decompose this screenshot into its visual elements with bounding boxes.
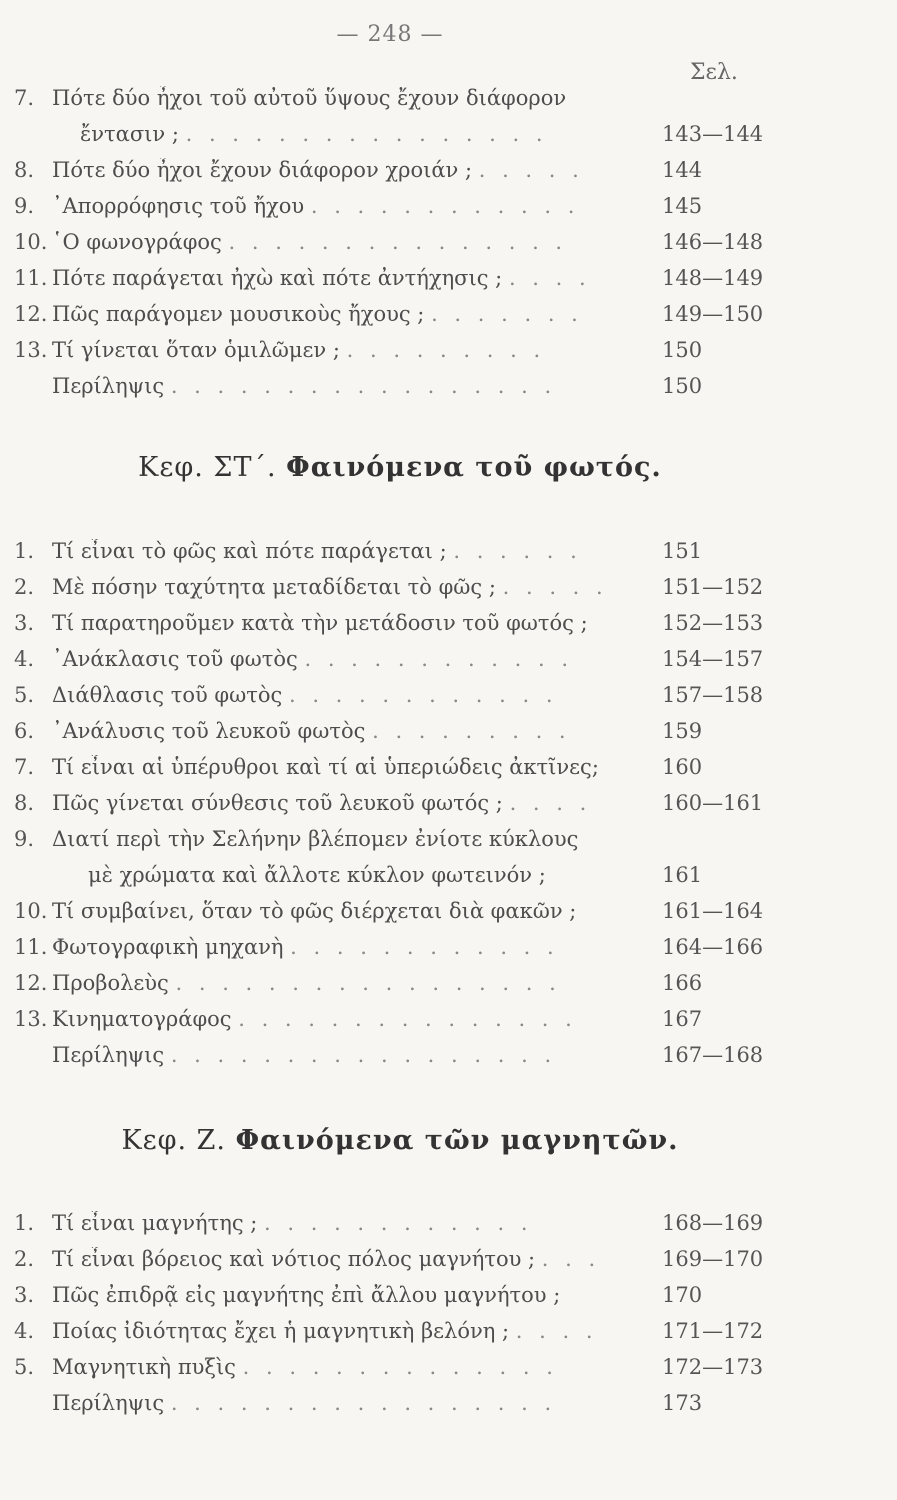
toc-entry	[0, 755, 897, 791]
toc-entry-page: 173	[662, 1391, 703, 1415]
page-number: — 248 —	[336, 22, 444, 47]
toc-entry	[0, 935, 897, 971]
toc-entry-page: 159	[662, 719, 703, 743]
toc-entry-number: 7.	[14, 755, 35, 779]
toc-entry-title	[52, 302, 632, 326]
toc-leader-dots: . . . . . . . . .	[372, 719, 571, 743]
toc-leader-dots: . . . .	[515, 1319, 598, 1343]
toc-entry-page: 171—172	[662, 1319, 764, 1343]
toc-entry-text: ᾿Απορρόφησις τοῦ ἤχου	[52, 194, 305, 218]
toc-entry-number: 12.	[14, 302, 48, 326]
toc-entry	[0, 647, 897, 683]
toc-entry-title	[52, 230, 632, 254]
toc-leader-dots: . . . . . . . . . . . . . . .	[228, 230, 568, 254]
toc-entry-text: Τί παρατηροῦμεν κατὰ τὴν μετάδοσιν τοῦ φωτός ;	[52, 611, 588, 635]
toc-entry	[0, 1007, 897, 1043]
toc-entry-page: 154—157	[662, 647, 764, 671]
toc-entry	[0, 683, 897, 719]
toc-entry-page: 157—158	[662, 683, 764, 707]
toc-entry-number: 3.	[14, 1283, 35, 1307]
toc-entry-title	[52, 683, 632, 707]
toc-entry-number: 11.	[14, 266, 48, 290]
toc-entry	[0, 863, 897, 899]
toc-entry-text: Προβολεὺς	[52, 971, 169, 995]
toc-entry-title	[52, 1007, 632, 1031]
toc-entry-page: 172—173	[662, 1355, 764, 1379]
toc-entry-number: 1.	[14, 1211, 35, 1235]
toc-leader-dots: . . . . . . . . .	[346, 338, 546, 362]
toc-entry-title	[52, 899, 632, 923]
toc-entry-text: Πότε δύο ἦχοι τοῦ αὐτοῦ ὕψους ἔχουν διάφορον	[52, 86, 567, 110]
toc-entry-number: 1.	[14, 539, 35, 563]
toc-entry-text: ῾Ο φωνογράφος	[52, 230, 222, 254]
toc-entry	[0, 1355, 897, 1391]
toc-entry-text: Πῶς παράγομεν μουσικοὺς ἤχους ;	[52, 302, 425, 326]
toc-entry-title	[52, 647, 632, 671]
toc-entry-page: 169—170	[662, 1247, 764, 1271]
toc-leader-dots: . . . . . . . . . . . .	[290, 935, 559, 959]
toc-entry	[0, 1283, 897, 1319]
toc-entry-page: 149—150	[662, 302, 764, 326]
toc-entry-text: Ποίας ἰδιότητας ἔχει ἡ μαγνητικὴ βελόνη ;	[52, 1319, 510, 1343]
toc-entry-page: 166	[662, 971, 703, 995]
toc-entry-number: 4.	[14, 1319, 35, 1343]
toc-entry-title	[52, 194, 632, 218]
toc-entry-title	[52, 1355, 632, 1379]
toc-entry-number: 3.	[14, 611, 35, 635]
toc-leader-dots: . . . . . . . . . . . . . . . . .	[170, 1043, 557, 1067]
toc-entry-title	[52, 575, 632, 599]
toc-leader-dots: . . . . . . . . . . . . . . . . .	[170, 374, 557, 398]
toc-entry	[0, 266, 897, 302]
toc-leader-dots: . . . . . . . . . . . .	[288, 683, 558, 707]
toc-entry-number: 8.	[14, 791, 35, 815]
toc-entry-page: 152—153	[662, 611, 764, 635]
toc-entry-title	[52, 266, 632, 290]
toc-entry-text: Τί συμβαίνει, ὅταν τὸ φῶς διέρχεται διὰ φακῶν ;	[52, 899, 577, 923]
toc-entry-page: 150	[662, 338, 703, 362]
toc-leader-dots: . . . .	[509, 791, 592, 815]
toc-entry-text: ἔντασιν ;	[80, 122, 179, 146]
toc-entry-page: 151—152	[662, 575, 764, 599]
toc-entry-text: Τί εἶναι μαγνήτης ;	[52, 1211, 258, 1235]
toc-entry-number: 5.	[14, 683, 35, 707]
toc-entry-number: 6.	[14, 719, 35, 743]
toc-entry-page: 161	[662, 863, 703, 887]
toc-leader-dots: . . .	[541, 1247, 601, 1271]
toc-entry-text: Διάθλασις τοῦ φωτὸς	[52, 683, 283, 707]
toc-entry-title	[52, 1247, 632, 1271]
toc-entry-number: 10.	[14, 899, 48, 923]
toc-entry	[0, 86, 897, 122]
toc-entry	[0, 1043, 897, 1079]
toc-entry-text: Πῶς ἐπιδρᾷ εἰς μαγνήτης ἐπὶ ἄλλου μαγνήτου ;	[52, 1283, 561, 1307]
toc-entry	[0, 302, 897, 338]
toc-leader-dots: . . . . . . . . . . . . . . .	[238, 1007, 577, 1031]
toc-entry-text: μὲ χρώματα καὶ ἄλλοτε κύκλον φωτεινόν ;	[88, 863, 546, 887]
toc-entry-text: Τί εἶναι τὸ φῶς καὶ πότε παράγεται ;	[52, 539, 447, 563]
toc-leader-dots: . . . . . . . . . . . .	[304, 647, 574, 671]
toc-entry-text: ᾿Ανάλυσις τοῦ λευκοῦ φωτὸς	[52, 719, 366, 743]
toc-entry-title	[52, 791, 632, 815]
toc-entry-page: 151	[662, 539, 703, 563]
toc-leader-dots: . . . .	[508, 266, 591, 290]
chapter-heading-light	[0, 452, 800, 483]
chapter-prefix: Κεφ. Ζ.	[121, 1125, 227, 1156]
toc-entry-title	[52, 338, 632, 362]
toc-entry	[0, 194, 897, 230]
toc-entry-title	[52, 971, 632, 995]
toc-entry-text: Περίληψις	[52, 1391, 165, 1415]
toc-entry	[0, 971, 897, 1007]
chapter-prefix: Κεφ. ΣΤ΄.	[138, 452, 277, 483]
toc-entry-page: 143—144	[662, 122, 764, 146]
toc-leader-dots: . . . . . . . . . . . .	[264, 1211, 533, 1235]
toc-entry-page: 170	[662, 1283, 703, 1307]
toc-entry-text: Πότε δύο ἦχοι ἔχουν διάφορον χροιάν ;	[52, 158, 473, 182]
toc-entry-page: 160—161	[662, 791, 764, 815]
toc-entry-text: Τί εἶναι βόρειος καὶ νότιος πόλος μαγνήτου ;	[52, 1247, 536, 1271]
toc-entry-page: 167—168	[662, 1043, 764, 1067]
toc-entry-number: 5.	[14, 1355, 35, 1379]
toc-entry	[0, 899, 897, 935]
toc-entry-text: Τί γίνεται ὅταν ὁμιλῶμεν ;	[52, 338, 340, 362]
toc-entry-title	[52, 827, 632, 851]
toc-entry-number: 2.	[14, 1247, 35, 1271]
toc-entry-text: Κινηματογράφος	[52, 1007, 232, 1031]
toc-leader-dots: . . . . . .	[453, 539, 582, 563]
toc-entry-page: 148—149	[662, 266, 764, 290]
toc-entry-text: Πότε παράγεται ἠχὼ καὶ πότε ἀντήχησις ;	[52, 266, 503, 290]
chapter-title: Φαινόμενα τῶν μαγνητῶν.	[235, 1125, 679, 1156]
toc-leader-dots: . . . . . . . . . . . . . . . . .	[175, 971, 561, 995]
toc-entry-title	[52, 539, 632, 563]
toc-entry-title	[52, 611, 632, 635]
toc-entry	[0, 230, 897, 266]
toc-entry-page: 160	[662, 755, 703, 779]
toc-entry-page: 146—148	[662, 230, 764, 254]
toc-entry-page: 164—166	[662, 935, 764, 959]
toc-entry-title	[52, 374, 632, 398]
toc-entry-text: Μὲ πόσην ταχύτητα μεταδίδεται τὸ φῶς ;	[52, 575, 496, 599]
chapter-heading-magnets	[0, 1125, 800, 1156]
toc-entry	[0, 1319, 897, 1355]
toc-entry-title	[80, 122, 632, 146]
toc-entry-number: 10.	[14, 230, 48, 254]
toc-leader-dots: . . . . . . . . . . . . . . . . .	[170, 1391, 557, 1415]
toc-entry-number: 13.	[14, 338, 48, 362]
toc-entry-text: Περίληψις	[52, 1043, 165, 1067]
toc-entry-number: 7.	[14, 86, 35, 110]
toc-entry-text: ᾿Ανάκλασις τοῦ φωτὸς	[52, 647, 298, 671]
toc-entry-text: Τί εἶναι αἱ ὑπέρυθροι καὶ τί αἱ ὑπεριώδεις ἀκτῖνες;	[52, 755, 599, 779]
toc-entry-text: Περίληψις	[52, 374, 165, 398]
toc-entry-number: 9.	[14, 827, 35, 851]
toc-entry-number: 2.	[14, 575, 35, 599]
toc-entry	[0, 374, 897, 410]
toc-entry-title	[52, 86, 632, 110]
toc-entry-page: 145	[662, 194, 703, 218]
toc-entry-page: 144	[662, 158, 703, 182]
toc-entry	[0, 1391, 897, 1427]
toc-entry-title	[52, 1391, 632, 1415]
toc-entry-title	[52, 755, 632, 779]
chapter-title: Φαινόμενα τοῦ φωτός.	[286, 452, 662, 483]
toc-entry-page: 161—164	[662, 899, 764, 923]
toc-leader-dots: . . . . . . . . . . . . . . . .	[185, 122, 548, 146]
toc-leader-dots: . . . . .	[502, 575, 608, 599]
toc-entry-text: Μαγνητικὴ πυξὶς	[52, 1355, 236, 1379]
toc-entry-number: 13.	[14, 1007, 48, 1031]
toc-entry-number: 11.	[14, 935, 48, 959]
toc-entry-title	[52, 719, 632, 743]
toc-entry	[0, 575, 897, 611]
toc-entry-title	[52, 1283, 632, 1307]
toc-entry	[0, 338, 897, 374]
toc-entry	[0, 791, 897, 827]
toc-entry-page: 167	[662, 1007, 703, 1031]
toc-entry	[0, 1247, 897, 1283]
toc-entry-title	[52, 935, 632, 959]
toc-section-light	[0, 539, 897, 1079]
toc-entry-number: 4.	[14, 647, 35, 671]
toc-section-sound	[0, 86, 897, 410]
toc-entry-text: Διατί περὶ τὴν Σελήνην βλέπομεν ἐνίοτε κύκλους	[52, 827, 579, 851]
toc-entry-title	[52, 1211, 632, 1235]
toc-entry-text: Φωτογραφικὴ μηχανὴ	[52, 935, 284, 959]
toc-leader-dots: . . . . .	[478, 158, 584, 182]
toc-leader-dots: . . . . . . . . . . . . . .	[242, 1355, 558, 1379]
toc-entry-title	[52, 158, 632, 182]
toc-leader-dots: . . . . . . .	[431, 302, 583, 326]
toc-entry-page: 150	[662, 374, 703, 398]
toc-entry	[0, 1211, 897, 1247]
toc-entry-text: Πῶς γίνεται σύνθεσις τοῦ λευκοῦ φωτός ;	[52, 791, 503, 815]
toc-leader-dots: . . . . . . . . . . . .	[310, 194, 580, 218]
toc-entry	[0, 539, 897, 575]
toc-entry-number: 8.	[14, 158, 35, 182]
toc-entry-title	[88, 863, 632, 887]
toc-entry	[0, 158, 897, 194]
toc-entry	[0, 827, 897, 863]
toc-entry-number: 9.	[14, 194, 35, 218]
toc-section-magnets	[0, 1211, 897, 1427]
toc-entry-number: 12.	[14, 971, 48, 995]
toc-entry	[0, 719, 897, 755]
page-column-header: Σελ.	[690, 60, 738, 85]
toc-entry	[0, 611, 897, 647]
toc-entry	[0, 122, 897, 158]
toc-entry-title	[52, 1319, 632, 1343]
toc-entry-page: 168—169	[662, 1211, 764, 1235]
toc-entry-title	[52, 1043, 632, 1067]
